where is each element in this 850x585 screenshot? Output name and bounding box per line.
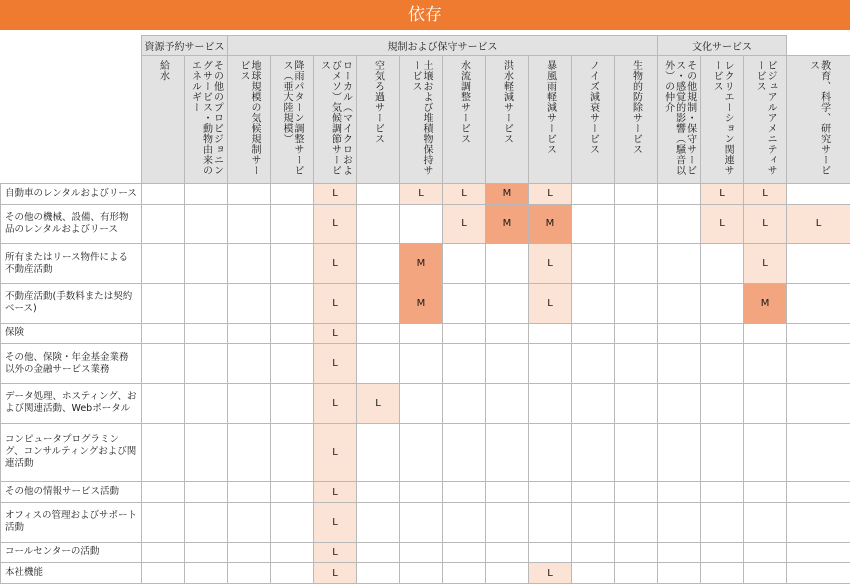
service-header-label: ローカル（マイクロおよびメソ）気候調節サービス xyxy=(318,60,352,176)
dependency-cell xyxy=(400,383,443,423)
service-header-label: 生物的防除サービス xyxy=(630,60,642,155)
dependency-cell xyxy=(787,184,850,205)
dependency-cell xyxy=(443,383,486,423)
dependency-cell xyxy=(701,502,744,542)
dependency-cell xyxy=(228,502,271,542)
corner-cell xyxy=(1,36,142,184)
dependency-cell xyxy=(572,383,615,423)
activity-label: 本社機能 xyxy=(1,563,142,584)
dependency-cell xyxy=(529,542,572,563)
service-header-label: その他規制・保守サービス・感覚的影響（騒音以外）の仲介 xyxy=(662,60,696,176)
dependency-cell-l: L xyxy=(443,204,486,244)
dependency-cell xyxy=(443,423,486,482)
service-header xyxy=(701,56,744,184)
activity-label: コンピュータプログラミング、コンサルティングおよび関連活動 xyxy=(1,423,142,482)
dependency-cell xyxy=(744,323,787,344)
group-header: 規制および保守サービス xyxy=(228,36,658,56)
dependency-cell xyxy=(400,323,443,344)
dependency-cell xyxy=(615,184,658,205)
dependency-cell xyxy=(658,204,701,244)
dependency-cell xyxy=(357,244,400,284)
dependency-cell xyxy=(271,184,314,205)
dependency-cell-m: M xyxy=(400,244,443,284)
dependency-cell xyxy=(443,542,486,563)
dependency-cell xyxy=(615,244,658,284)
dependency-cell-l: L xyxy=(744,184,787,205)
dependency-cell xyxy=(658,502,701,542)
dependency-cell xyxy=(271,244,314,284)
dependency-cell xyxy=(271,323,314,344)
dependency-cell xyxy=(701,344,744,384)
dependency-cell xyxy=(529,323,572,344)
service-header xyxy=(443,56,486,184)
matrix-body xyxy=(1,184,850,584)
activity-label: 所有またはリース物件による不動産活動 xyxy=(1,244,142,284)
dependency-cell xyxy=(185,184,228,205)
service-header-label: 土壌および堆積物保持サービス xyxy=(410,60,432,176)
dependency-cell xyxy=(357,563,400,584)
service-header-label: その他のプロビジョニングサービス・動物由来のエネルギー xyxy=(189,60,223,176)
service-header xyxy=(314,56,357,184)
dependency-cell xyxy=(271,542,314,563)
table-row xyxy=(1,423,850,482)
dependency-cell-l: L xyxy=(314,383,357,423)
dependency-cell xyxy=(228,204,271,244)
dependency-cell xyxy=(744,563,787,584)
dependency-cell xyxy=(142,563,185,584)
dependency-cell xyxy=(185,323,228,344)
dependency-cell xyxy=(142,502,185,542)
dependency-cell xyxy=(701,283,744,323)
table-row xyxy=(1,502,850,542)
dependency-cell xyxy=(615,204,658,244)
dependency-cell xyxy=(787,244,850,284)
dependency-cell-l: L xyxy=(701,184,744,205)
dependency-cell xyxy=(486,482,529,503)
dependency-cell xyxy=(701,383,744,423)
dependency-cell xyxy=(443,563,486,584)
dependency-cell xyxy=(400,204,443,244)
dependency-cell xyxy=(142,383,185,423)
dependency-cell xyxy=(486,323,529,344)
dependency-cell xyxy=(701,542,744,563)
dependency-cell xyxy=(615,563,658,584)
dependency-cell xyxy=(615,283,658,323)
activity-label: その他、保険・年金基金業務以外の金融サービス業務 xyxy=(1,344,142,384)
dependency-cell xyxy=(529,423,572,482)
service-header xyxy=(529,56,572,184)
dependency-cell-l: L xyxy=(744,244,787,284)
dependency-cell xyxy=(572,244,615,284)
dependency-cell xyxy=(787,542,850,563)
dependency-cell xyxy=(142,204,185,244)
dependency-cell-l: L xyxy=(314,502,357,542)
dependency-cell xyxy=(271,283,314,323)
dependency-cell xyxy=(357,184,400,205)
dependency-cell xyxy=(228,482,271,503)
service-header xyxy=(400,56,443,184)
dependency-cell xyxy=(787,563,850,584)
dependency-cell-l: L xyxy=(701,204,744,244)
dependency-cell xyxy=(357,283,400,323)
activity-label: オフィスの管理およびサポート活動 xyxy=(1,502,142,542)
service-header xyxy=(572,56,615,184)
dependency-cell xyxy=(185,502,228,542)
dependency-cell xyxy=(572,502,615,542)
dependency-cell xyxy=(529,344,572,384)
dependency-cell xyxy=(701,423,744,482)
dependency-cell xyxy=(658,563,701,584)
dependency-cell-l: L xyxy=(314,542,357,563)
service-header xyxy=(486,56,529,184)
group-header-row xyxy=(1,36,850,56)
activity-label: 自動車のレンタルおよびリース xyxy=(1,184,142,205)
dependency-cell xyxy=(228,563,271,584)
dependency-cell xyxy=(787,502,850,542)
dependency-cell xyxy=(572,323,615,344)
dependency-cell-m: M xyxy=(400,283,443,323)
dependency-cell-l: L xyxy=(314,563,357,584)
activity-label: 保険 xyxy=(1,323,142,344)
table-row xyxy=(1,344,850,384)
dependency-cell xyxy=(357,482,400,503)
dependency-cell xyxy=(744,482,787,503)
service-header-label: 洪水軽減サービス xyxy=(501,60,513,144)
dependency-cell xyxy=(615,323,658,344)
dependency-cell xyxy=(443,323,486,344)
dependency-cell xyxy=(744,502,787,542)
service-header xyxy=(185,56,228,184)
dependency-cell xyxy=(357,344,400,384)
table-row xyxy=(1,244,850,284)
dependency-cell xyxy=(744,423,787,482)
dependency-cell xyxy=(228,244,271,284)
dependency-cell xyxy=(486,563,529,584)
dependency-cell xyxy=(572,542,615,563)
dependency-cell xyxy=(400,482,443,503)
dependency-cell xyxy=(228,184,271,205)
dependency-cell xyxy=(443,283,486,323)
dependency-cell xyxy=(701,563,744,584)
dependency-cell xyxy=(615,502,658,542)
dependency-cell xyxy=(486,283,529,323)
dependency-cell xyxy=(658,184,701,205)
dependency-cell-l: L xyxy=(529,283,572,323)
dependency-cell xyxy=(615,423,658,482)
dependency-cell xyxy=(658,383,701,423)
activity-label: その他の情報サービス活動 xyxy=(1,482,142,503)
group-header: 文化サービス xyxy=(658,36,787,56)
dependency-cell xyxy=(787,383,850,423)
dependency-cell xyxy=(271,204,314,244)
activity-label: 不動産活動(手数料または契約ベース) xyxy=(1,283,142,323)
dependency-cell-l: L xyxy=(357,383,400,423)
dependency-cell-l: L xyxy=(314,482,357,503)
dependency-cell xyxy=(443,482,486,503)
dependency-cell xyxy=(744,344,787,384)
dependency-cell-l: L xyxy=(314,344,357,384)
dependency-cell-l: L xyxy=(314,244,357,284)
dependency-cell xyxy=(142,344,185,384)
activity-label: その他の機械、設備、有形物品のレンタルおよびリース xyxy=(1,204,142,244)
dependency-cell xyxy=(185,563,228,584)
dependency-cell xyxy=(271,423,314,482)
dependency-cell-l: L xyxy=(314,423,357,482)
dependency-cell xyxy=(271,383,314,423)
dependency-cell-l: L xyxy=(529,563,572,584)
dependency-cell xyxy=(486,423,529,482)
dependency-cell xyxy=(787,323,850,344)
dependency-cell xyxy=(529,482,572,503)
dependency-cell xyxy=(357,204,400,244)
dependency-cell-m: M xyxy=(529,204,572,244)
service-header-label: 地球規模の気候規制サービス xyxy=(238,60,260,176)
dependency-cell xyxy=(142,184,185,205)
service-header-label: 暴風雨軽減サービス xyxy=(544,60,556,155)
group-header: 資源予約サービス xyxy=(142,36,228,56)
activity-label: データ処理、ホスティング、および関連活動、Webポータル xyxy=(1,383,142,423)
dependency-cell xyxy=(486,383,529,423)
dependency-cell xyxy=(228,344,271,384)
service-header xyxy=(744,56,787,184)
dependency-cell xyxy=(142,244,185,284)
dependency-cell xyxy=(185,482,228,503)
table-row xyxy=(1,482,850,503)
service-header-label: レクリエーション関連サービス xyxy=(711,60,734,176)
dependency-cell xyxy=(228,283,271,323)
dependency-cell xyxy=(787,283,850,323)
dependency-cell xyxy=(572,204,615,244)
dependency-cell-l: L xyxy=(529,244,572,284)
service-header xyxy=(787,56,850,184)
dependency-cell xyxy=(615,344,658,384)
dependency-cell-l: L xyxy=(529,184,572,205)
dependency-cell xyxy=(658,482,701,503)
dependency-cell xyxy=(658,344,701,384)
dependency-cell xyxy=(486,542,529,563)
dependency-cell-l: L xyxy=(400,184,443,205)
dependency-cell xyxy=(142,323,185,344)
dependency-cell xyxy=(142,283,185,323)
dependency-matrix xyxy=(0,35,850,584)
dependency-cell xyxy=(572,344,615,384)
dependency-cell xyxy=(185,244,228,284)
service-header xyxy=(658,56,701,184)
dependency-cell xyxy=(529,502,572,542)
service-header xyxy=(615,56,658,184)
dependency-cell-l: L xyxy=(443,184,486,205)
dependency-cell xyxy=(701,482,744,503)
dependency-cell xyxy=(357,323,400,344)
dependency-cell xyxy=(572,563,615,584)
dependency-cell xyxy=(185,542,228,563)
dependency-cell xyxy=(228,423,271,482)
dependency-cell-m: M xyxy=(486,204,529,244)
dependency-cell xyxy=(486,502,529,542)
dependency-cell xyxy=(185,383,228,423)
dependency-cell xyxy=(787,344,850,384)
service-header-label: 給水 xyxy=(157,60,169,81)
dependency-cell xyxy=(271,482,314,503)
dependency-cell xyxy=(572,283,615,323)
dependency-cell xyxy=(572,184,615,205)
dependency-cell xyxy=(615,383,658,423)
dependency-cell xyxy=(357,502,400,542)
table-row xyxy=(1,184,850,205)
dependency-cell xyxy=(228,323,271,344)
dependency-cell xyxy=(529,383,572,423)
dependency-cell xyxy=(228,383,271,423)
dependency-cell xyxy=(271,502,314,542)
dependency-cell xyxy=(486,344,529,384)
dependency-cell xyxy=(400,344,443,384)
dependency-cell xyxy=(658,542,701,563)
dependency-cell xyxy=(615,542,658,563)
dependency-cell xyxy=(701,323,744,344)
dependency-cell xyxy=(142,482,185,503)
dependency-cell xyxy=(572,482,615,503)
service-header-label: 降雨パターン調整サービス（亜大陸規模） xyxy=(281,60,303,176)
service-header-label: 教育、科学、研究サービス xyxy=(807,60,830,176)
table-row xyxy=(1,383,850,423)
dependency-cell xyxy=(658,244,701,284)
dependency-cell-l: L xyxy=(787,204,850,244)
dependency-cell xyxy=(787,482,850,503)
dependency-cell xyxy=(744,542,787,563)
service-header-label: 空気ろ過サービス xyxy=(372,60,384,144)
dependency-cell xyxy=(185,344,228,384)
dependency-cell xyxy=(271,563,314,584)
dependency-cell xyxy=(185,283,228,323)
dependency-cell xyxy=(787,423,850,482)
dependency-cell-m: M xyxy=(486,184,529,205)
dependency-cell xyxy=(443,344,486,384)
dependency-cell xyxy=(744,383,787,423)
dependency-cell xyxy=(185,423,228,482)
dependency-cell-l: L xyxy=(314,323,357,344)
table-row xyxy=(1,323,850,344)
service-header-label: 水流調整サービス xyxy=(458,60,470,144)
dependency-cell xyxy=(185,204,228,244)
dependency-cell xyxy=(400,542,443,563)
table-row xyxy=(1,542,850,563)
dependency-cell-l: L xyxy=(314,184,357,205)
dependency-cell-l: L xyxy=(744,204,787,244)
service-header xyxy=(142,56,185,184)
dependency-cell xyxy=(486,244,529,284)
table-row xyxy=(1,563,850,584)
dependency-cell-l: L xyxy=(314,204,357,244)
dependency-cell xyxy=(658,283,701,323)
dependency-cell xyxy=(658,323,701,344)
dependency-cell xyxy=(142,423,185,482)
page-title: 依存 xyxy=(0,0,850,30)
dependency-cell xyxy=(400,423,443,482)
dependency-cell xyxy=(701,244,744,284)
dependency-cell-l: L xyxy=(314,283,357,323)
dependency-cell-m: M xyxy=(744,283,787,323)
dependency-cell xyxy=(271,344,314,384)
dependency-cell xyxy=(443,244,486,284)
service-header xyxy=(271,56,314,184)
dependency-cell xyxy=(357,423,400,482)
service-header-label: ビジュアルアメニティサービス xyxy=(754,60,777,176)
dependency-cell xyxy=(615,482,658,503)
dependency-cell xyxy=(572,423,615,482)
table-row xyxy=(1,204,850,244)
dependency-cell xyxy=(357,542,400,563)
service-header xyxy=(228,56,271,184)
service-header-label: ノイズ減衰サービス xyxy=(587,60,599,155)
table-row xyxy=(1,283,850,323)
activity-label: コールセンターの活動 xyxy=(1,542,142,563)
dependency-cell xyxy=(400,563,443,584)
dependency-cell xyxy=(142,542,185,563)
dependency-cell xyxy=(400,502,443,542)
dependency-cell xyxy=(443,502,486,542)
dependency-cell xyxy=(228,542,271,563)
dependency-cell xyxy=(658,423,701,482)
service-header xyxy=(357,56,400,184)
